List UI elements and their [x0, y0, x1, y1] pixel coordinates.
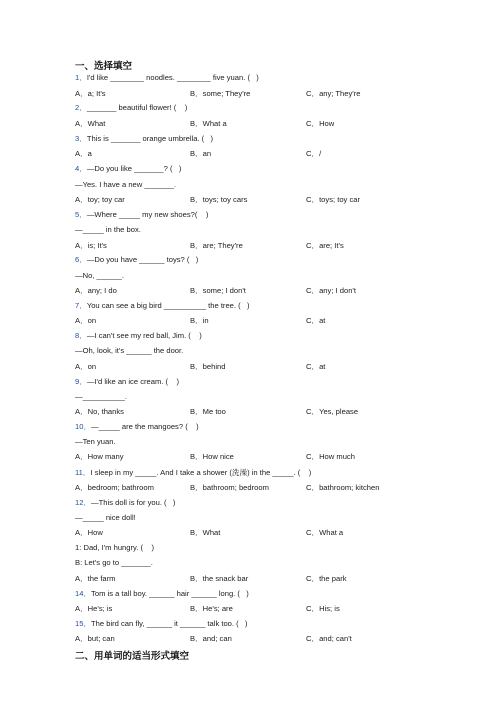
options-6 [75, 286, 395, 296]
option-a: A．on [75, 316, 97, 325]
question-11 [75, 468, 311, 478]
option-b: B．some; I don't [190, 286, 246, 295]
options-11 [75, 483, 395, 493]
options-5 [75, 241, 395, 251]
question-number: 6． [75, 255, 87, 264]
question-text: _______ beautiful flower! ( ) [86, 103, 188, 112]
question-13 [75, 543, 154, 553]
question-10-response: —Ten yuan. [75, 437, 116, 446]
question-text: I'd like ________ noodles. ________ five yuan. ( ) [86, 73, 259, 82]
question-text: —Where _____ my new shoes?( ) [86, 210, 209, 219]
question-12-response: —_____ nice doll! [75, 513, 136, 522]
options-1 [75, 89, 395, 99]
question-number: 7． [75, 301, 87, 310]
question-4-response: —Yes. I have a new _______. [75, 180, 177, 189]
option-b: B．How nice [190, 452, 234, 461]
question-number: 8． [75, 331, 87, 340]
option-b: B．and; can [190, 634, 232, 643]
question-number: 3． [75, 134, 87, 143]
question-text: —Do you have ______ toys? ( ) [86, 255, 199, 264]
option-a: A．on [75, 362, 97, 371]
question-number: 14． [75, 589, 92, 598]
options-8 [75, 362, 395, 372]
question-text: —Do you like _______? ( ) [86, 164, 182, 173]
question-text: Dad, I'm hungry. ( ) [83, 543, 154, 552]
option-a: A．How [75, 528, 103, 537]
question-number: 4． [75, 164, 87, 173]
option-a: A．How many [75, 452, 124, 461]
options-7 [75, 316, 395, 326]
question-number: 12． [75, 498, 92, 507]
option-a: A．toy; toy car [75, 195, 125, 204]
question-text: —I'd like an ice cream. ( ) [86, 377, 180, 386]
question-number: 11． [75, 468, 91, 477]
question-number: 9． [75, 377, 87, 386]
option-c: C．at [306, 362, 326, 371]
options-12 [75, 528, 395, 538]
option-a: A．but; can [75, 634, 115, 643]
question-15 [75, 619, 248, 629]
option-b: B．What [190, 528, 221, 537]
question-8 [75, 331, 202, 341]
question-text: I sleep in my _____. And I take a shower (洗澡) in the _____. ( ) [90, 468, 312, 477]
question-7 [75, 301, 250, 311]
question-1 [75, 73, 259, 83]
option-b: B．an [190, 149, 212, 158]
option-c: C．toys; toy car [306, 195, 361, 204]
question-12 [75, 498, 175, 508]
question-9 [75, 377, 179, 387]
question-5-response: —_____ in the box. [75, 225, 141, 234]
option-c: C．the park [306, 574, 347, 583]
question-text: —I can't see my red ball, Jim. ( ) [86, 331, 202, 340]
option-b: B．bathroom; bedroom [190, 483, 269, 492]
question-number: 10． [75, 422, 92, 431]
options-15 [75, 634, 395, 644]
option-a: A．a; It's [75, 89, 106, 98]
question-8-response: —Oh, look, it's ______ the door. [75, 346, 184, 355]
option-c: C．any; I don't [306, 286, 356, 295]
question-text: This is _______ orange umbrella. ( ) [86, 134, 214, 143]
question-10 [75, 422, 199, 432]
option-c: C．are; It's [306, 241, 344, 250]
option-c: C．at [306, 316, 326, 325]
option-a: A．any; I do [75, 286, 117, 295]
question-5 [75, 210, 208, 220]
options-9 [75, 407, 395, 417]
section-title-word-forms: 二、用单词的适当形式填空 [75, 651, 190, 662]
options-13 [75, 574, 395, 584]
question-4 [75, 164, 181, 174]
option-c: C．and; can't [306, 634, 352, 643]
question-2 [75, 103, 187, 113]
question-number: 2． [75, 103, 87, 112]
option-a: A．a [75, 149, 92, 158]
option-b: B．in [190, 316, 209, 325]
option-c: C．What a [306, 528, 344, 537]
option-a: A．is; It's [75, 241, 107, 250]
question-text: —This doll is for you. ( ) [91, 498, 176, 507]
question-13-response: B: Let's go to _______. [75, 558, 153, 567]
option-c: C．Yes, please [306, 407, 359, 416]
option-a: A．bedroom; bathroom [75, 483, 154, 492]
option-c: C．bathroom; kitchen [306, 483, 380, 492]
option-b: B．some; They're [190, 89, 251, 98]
option-c: C．any; They're [306, 89, 361, 98]
option-a: A．the farm [75, 574, 116, 583]
question-text: —_____ are the mangoes? ( ) [91, 422, 199, 431]
section-title-choice: 一、选择填空 [75, 61, 133, 72]
question-number: 1: [75, 543, 82, 552]
option-c: C．/ [306, 149, 322, 158]
question-14 [75, 589, 249, 599]
question-text: The bird can fly, ______ it ______ talk too. ( ) [91, 619, 248, 628]
option-a: A．He's; is [75, 604, 113, 613]
options-14 [75, 604, 395, 614]
option-b: B．Me too [190, 407, 226, 416]
option-c: C．How much [306, 452, 355, 461]
option-b: B．What a [190, 119, 227, 128]
option-a: A．No, thanks [75, 407, 124, 416]
question-number: 1． [75, 73, 87, 82]
question-6-response: —No, ______. [75, 271, 124, 280]
option-a: A．What [75, 119, 106, 128]
options-4 [75, 195, 395, 205]
question-number: 5． [75, 210, 87, 219]
option-c: C．His; is [306, 604, 340, 613]
option-b: B．behind [190, 362, 226, 371]
options-3 [75, 149, 395, 159]
question-9-response: —__________. [75, 392, 127, 401]
options-2 [75, 119, 395, 129]
options-10 [75, 452, 395, 462]
option-b: B．the snack bar [190, 574, 249, 583]
question-3 [75, 134, 213, 144]
option-b: B．are; They're [190, 241, 243, 250]
question-text: Tom is a tall boy. ______ hair ______ long. ( ) [91, 589, 249, 598]
question-number: 15． [75, 619, 92, 628]
option-c: C．How [306, 119, 335, 128]
question-6 [75, 255, 198, 265]
option-b: B．He's; are [190, 604, 233, 613]
option-b: B．toys; toy cars [190, 195, 248, 204]
question-text: You can see a big bird __________ the tree. ( ) [86, 301, 250, 310]
